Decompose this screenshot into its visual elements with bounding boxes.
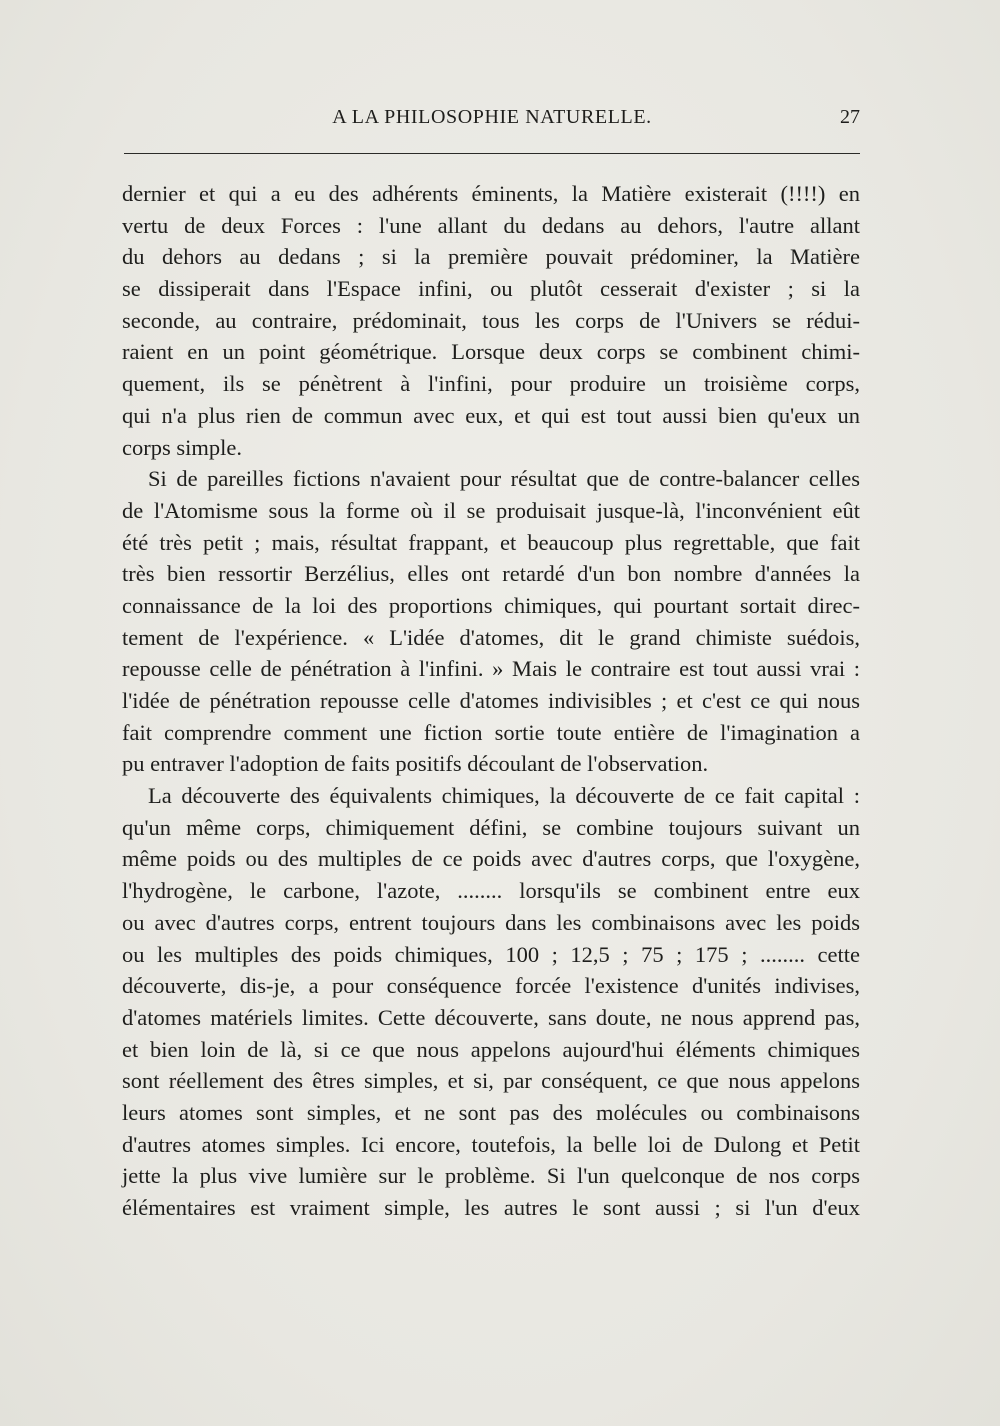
paragraph-3 xyxy=(122,780,860,1224)
text-line: tement de l'expérience. « L'idée d'atomes, dit le grand chimiste suédois, xyxy=(122,624,860,650)
text-line: jette la plus vive lumière sur le problème. Si l'un quelconque de nos corps xyxy=(122,1163,860,1189)
text-line: qu'un même corps, chimiquement défini, se combine toujours suivant un xyxy=(122,814,860,840)
paragraph-1 xyxy=(122,178,860,463)
text-line: élémentaires est vraiment simple, les autres le sont aussi ; si l'un d'eux xyxy=(122,1195,860,1220)
text-line: La découverte des équivalents chimiques, la découverte de ce fait capital : xyxy=(148,783,860,809)
text-line: vertu de deux Forces : l'une allant du dedans au dehors, l'autre allant xyxy=(122,212,860,238)
page-number: 27 xyxy=(840,106,860,128)
text-line: sont réellement des êtres simples, et si, par conséquent, ce que nous appelons xyxy=(122,1068,860,1094)
text-line: de l'Atomisme sous la forme où il se produisait jusque-là, l'inconvénient eût xyxy=(122,497,860,523)
text-line: même poids ou des multiples de ce poids avec d'autres corps, que l'oxygène, xyxy=(122,846,860,872)
text-line: connaissance de la loi des proportions chimiques, qui pourtant sortait direc- xyxy=(122,592,860,618)
text-line: repousse celle de pénétration à l'infini. » Mais le contraire est tout aussi vrai : xyxy=(122,656,860,682)
text-line: se dissiperait dans l'Espace infini, ou plutôt cesserait d'exister ; si la xyxy=(122,276,860,302)
text-line: été très petit ; mais, résultat frappant, et beaucoup plus regrettable, que fait xyxy=(122,529,860,555)
body-text xyxy=(122,178,860,1224)
header-rule xyxy=(124,153,860,154)
text-line: et bien loin de là, si ce que nous appelons aujourd'hui éléments chimiques xyxy=(122,1036,860,1062)
text-line: du dehors au dedans ; si la première pouvait prédominer, la Matière xyxy=(122,244,860,270)
text-line: leurs atomes sont simples, et ne sont pas des molécules ou combinaisons xyxy=(122,1099,860,1125)
text-line: découverte, dis-je, a pour conséquence forcée l'existence d'unités indivises, xyxy=(122,973,860,999)
text-line: très bien ressortir Berzélius, elles ont retardé d'un bon nombre d'années la xyxy=(122,561,860,587)
text-line: raient en un point géométrique. Lorsque deux corps se combinent chimi- xyxy=(122,339,860,365)
text-line: quement, ils se pénètrent à l'infini, pour produire un troisième corps, xyxy=(122,371,860,397)
text-line: l'hydrogène, le carbone, l'azote, ........ lorsqu'ils se combinent entre eux xyxy=(122,878,860,904)
text-line: pu entraver l'adoption de faits positifs découlant de l'observation. xyxy=(122,751,709,777)
text-line: dernier et qui a eu des adhérents éminents, la Matière existerait (!!!!) en xyxy=(122,181,860,206)
running-head xyxy=(124,106,860,134)
text-line: seconde, au contraire, prédominait, tous les corps de l'Univers se rédui- xyxy=(122,307,860,333)
text-line: corps simple. xyxy=(122,434,242,460)
paragraph-2 xyxy=(122,463,860,780)
text-line: d'atomes matériels limites. Cette découverte, sans doute, ne nous apprend pas, xyxy=(122,1004,860,1030)
text-line: fait comprendre comment une fiction sortie toute entière de l'imagination a xyxy=(122,719,860,745)
text-line: qui n'a plus rien de commun avec eux, et qui est tout aussi bien qu'eux un xyxy=(122,402,860,428)
text-line: l'idée de pénétration repousse celle d'atomes indivisibles ; et c'est ce qui nous xyxy=(122,688,860,713)
running-title: A LA PHILOSOPHIE NATURELLE. xyxy=(332,106,652,128)
text-line: d'autres atomes simples. Ici encore, toutefois, la belle loi de Dulong et Petit xyxy=(122,1131,860,1157)
text-line: ou les multiples des poids chimiques, 100 ; 12,5 ; 75 ; 175 ; ........ cette xyxy=(122,941,860,967)
text-line: Si de pareilles fictions n'avaient pour résultat que de contre-balancer celles xyxy=(148,466,860,492)
text-line: ou avec d'autres corps, entrent toujours dans les combinaisons avec les poids xyxy=(122,909,860,935)
